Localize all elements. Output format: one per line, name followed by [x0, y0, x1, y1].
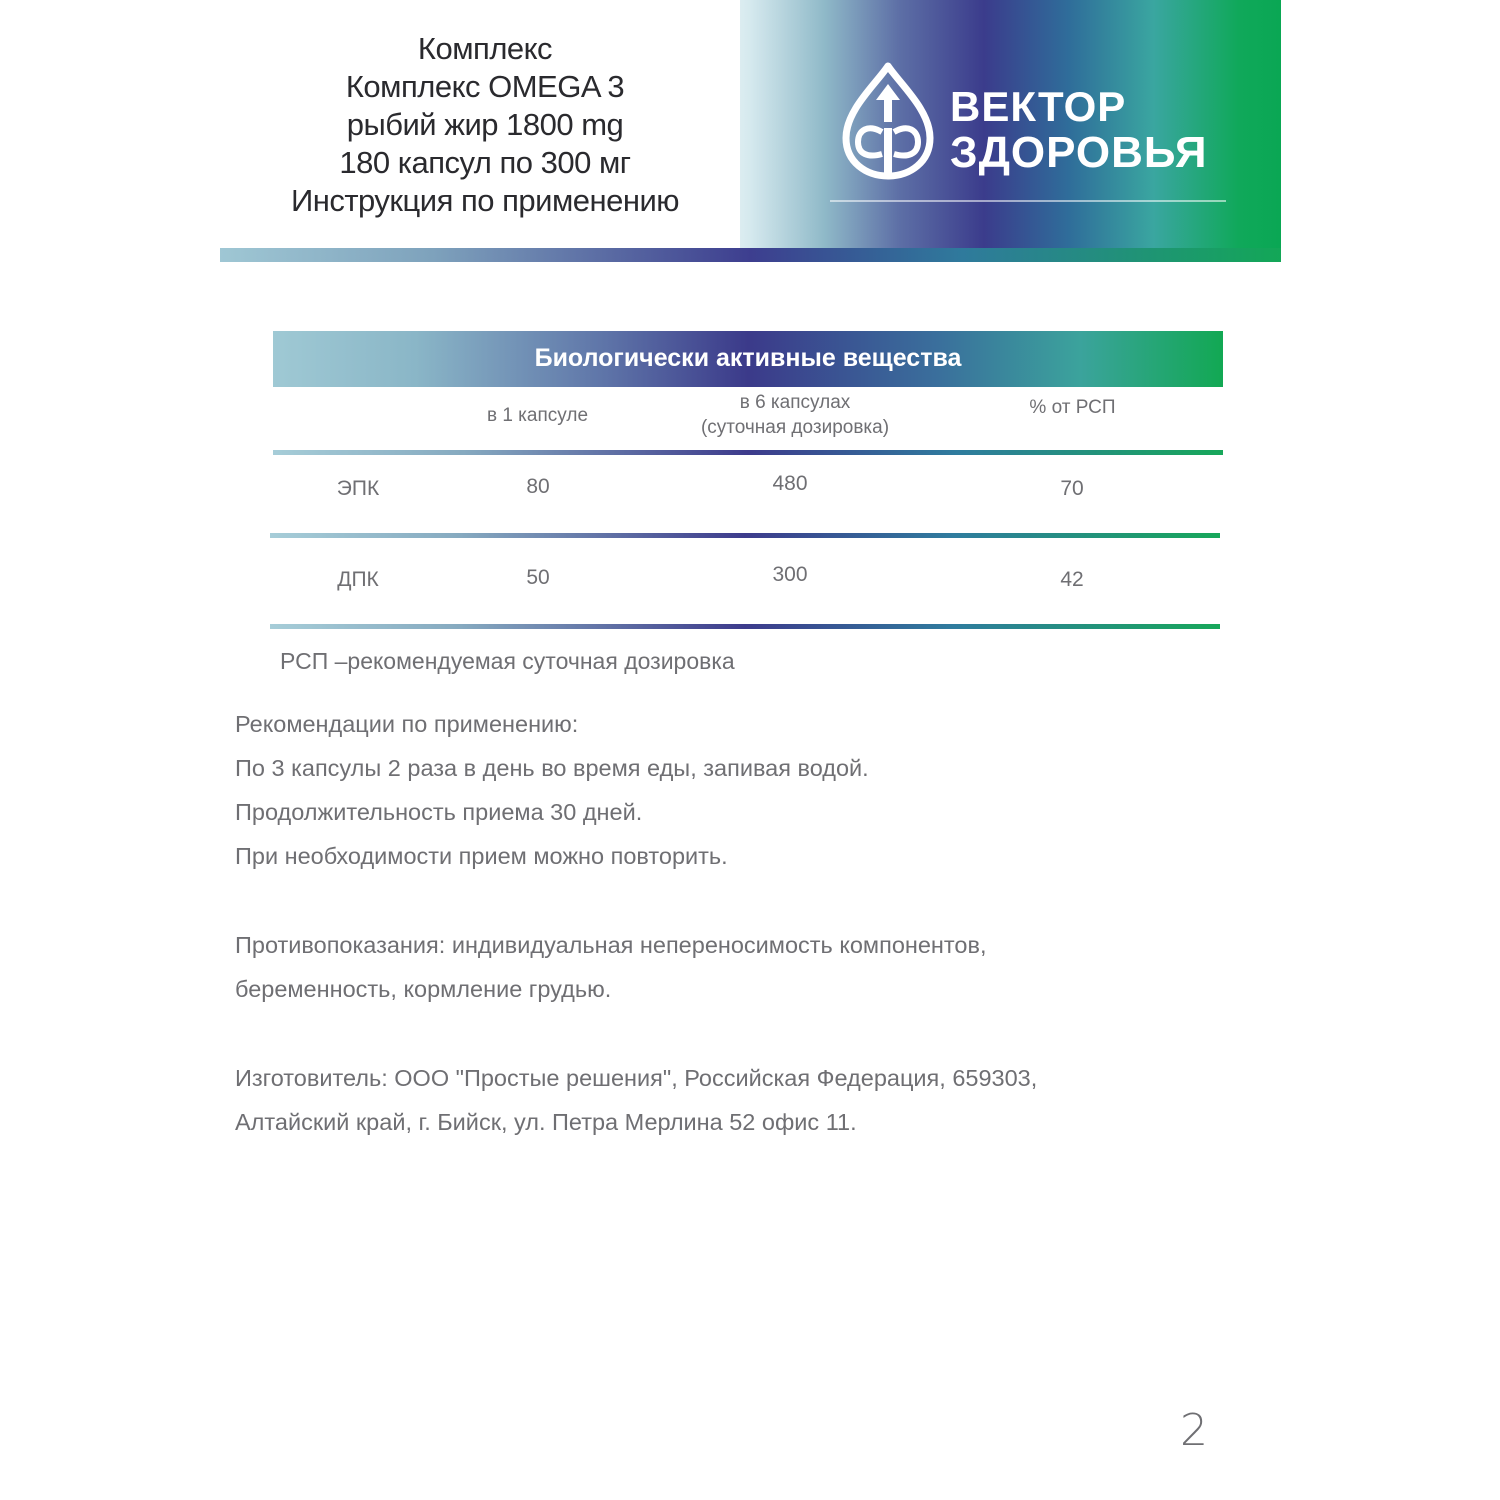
page-number: 2 [1180, 1405, 1208, 1456]
table-divider [270, 624, 1220, 629]
col-header-per-six [670, 390, 920, 440]
col-header-per-capsule: в 1 капсуле [486, 405, 589, 426]
recommendations-heading: Рекомендации по применению: [235, 711, 579, 737]
row-name: ДПК [337, 568, 379, 591]
col-header-per-six-line2: (суточная дозировка) [700, 417, 890, 438]
title-line: Комплекс OMEGA 3 [345, 69, 625, 104]
row-per-capsule: 50 [526, 566, 550, 589]
manufacturer-line: Изготовитель: ООО "Простые решения", Российская Федерация, 659303, [235, 1065, 1038, 1091]
recommendation-line: Продолжительность приема 30 дней. [235, 799, 643, 825]
contraindications-line: Противопоказания: индивидуальная непереносимость компонентов, [235, 932, 987, 958]
col-header-per-six-line1: в 6 капсулах [739, 392, 851, 413]
table-footnote: РСП –рекомендуемая суточная дозировка [280, 648, 735, 674]
title-line: рыбий жир 1800 mg [346, 107, 624, 142]
table-title: Биологически активные вещества [273, 331, 1223, 387]
row-per-six: 480 [772, 472, 808, 495]
row-name: ЭПК [336, 477, 380, 500]
row-per-six: 300 [772, 563, 808, 586]
recommendation-line: При необходимости прием можно повторить. [235, 843, 728, 869]
brand-line-2: ЗДОРОВЬЯ [950, 128, 1208, 177]
header-gradient-bar [220, 248, 1281, 262]
row-rsp: 70 [1060, 477, 1084, 500]
table-divider [270, 533, 1220, 538]
product-title [260, 30, 710, 220]
col-header-rsp: % от РСП [1029, 397, 1116, 418]
row-per-capsule: 80 [526, 475, 550, 498]
brand-name [950, 84, 1207, 176]
title-line: 180 капсул по 300 мг [339, 145, 631, 180]
brand-line-1: ВЕКТОР [950, 83, 1127, 130]
manufacturer-line: Алтайский край, г. Бийск, ул. Петра Мерлина 52 офис 11. [235, 1109, 857, 1135]
drop-leaf-arrow-icon [838, 62, 938, 182]
row-rsp: 42 [1060, 568, 1084, 591]
title-line: Комплекс [417, 31, 553, 66]
table-divider [273, 450, 1223, 455]
title-line: Инструкция по применению [290, 183, 680, 218]
contraindications-line: беременность, кормление грудью. [235, 976, 612, 1002]
logo-underline [830, 200, 1226, 202]
recommendation-line: По 3 капсулы 2 раза в день во время еды, запивая водой. [235, 755, 869, 781]
brand-logo [838, 62, 1238, 212]
